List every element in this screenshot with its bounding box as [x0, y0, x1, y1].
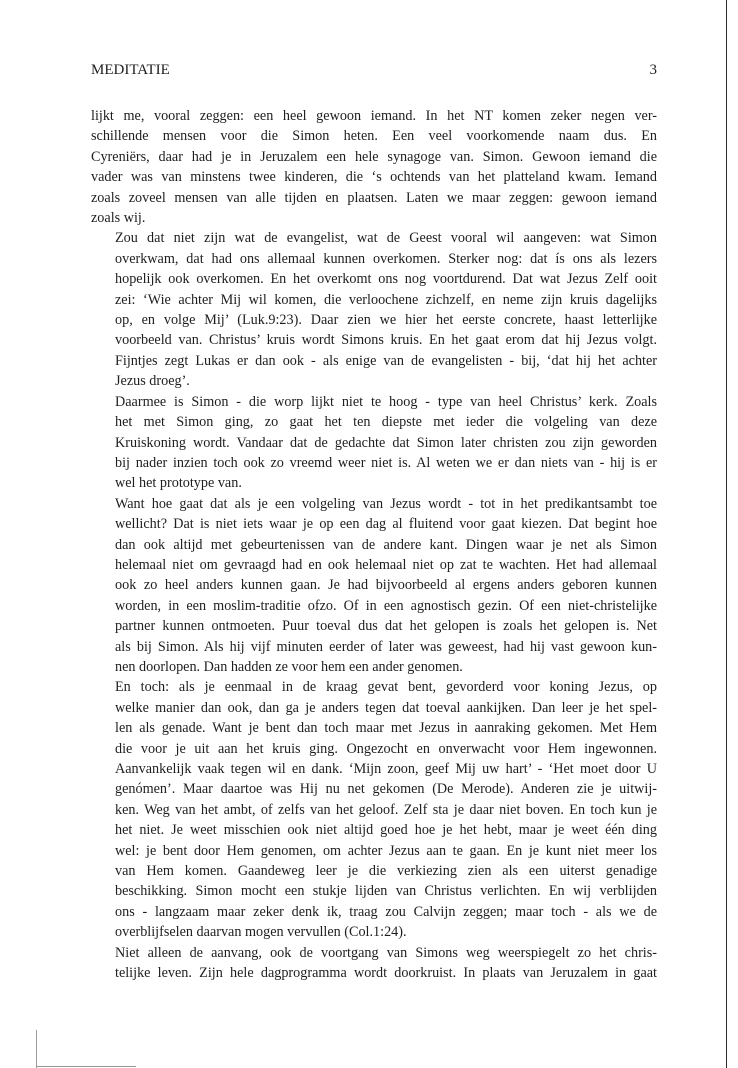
text-line: welke manier dan ook, dan ga je anders tegen dat toeval aankijken. Dan leer je het spel- [115, 699, 657, 716]
scan-edge-left [36, 1030, 37, 1068]
text-line: van Hem komen. Gaandeweg leer je die verkiezing zien als een uiterst genadige [115, 863, 657, 880]
paragraph-3 [91, 392, 657, 494]
text-line: Cyreniërs, daar had je in Jeruzalem een hele synagoge van. Simon. Gewoon iemand die [91, 148, 657, 165]
text-line: Kruiskoning wordt. Vandaar dat de gedachte dat Simon later christen zou zijn geworden [115, 434, 657, 451]
text-line: ook zo heel anders kunnen gaan. Je had bijvoorbeeld al ergens anders geboren kunnen [115, 577, 657, 594]
text-line: zoals zoveel mensen van alle tijden en plaatsen. Laten we maar zeggen: gewoon iemand [91, 189, 657, 206]
text-line: ons - langzaam maar zeker denk ik, traag zou Calvijn zeggen; maar toch - als we de [115, 903, 657, 920]
section-title: MEDITATIE [91, 62, 170, 78]
text-line: genómen’. Maar daartoe was Hij nu net gekomen (De Merode). Anderen zie je uitwij- [115, 781, 657, 798]
text-line: voorbeeld van. Christus’ kruis wordt Simons kruis. En het gaat erom dat hij Jezus volgt. [115, 332, 657, 349]
text-line: En toch: als je eenmaal in de kraag gevat bent, gevorderd voor koning Jezus, op [115, 679, 657, 696]
text-line: nen doorlopen. Dan hadden ze voor hem een ander genomen. [115, 658, 463, 675]
text-line: lijkt me, vooral zeggen: een heel gewoon iemand. In het NT komen zeker negen ver- [91, 108, 657, 124]
paragraph-1 [91, 106, 657, 228]
text-line: zei: ‘Wie achter Mij wil komen, die verloochene zichzelf, en neme zijn kruis dagelijks [115, 291, 657, 308]
text-line: op, en volge Mij’ (Luk.9:23). Daar zien we hier het eerste concrete, haast letterlijke [115, 312, 657, 329]
text-line: overkwam, dat had ons allemaal kunnen overkomen. Sterker nog: dat ís ons als lezers [115, 250, 657, 267]
paragraph-5 [91, 677, 657, 942]
text-line: Fijntjes zegt Lukas er dan ook - als enige van de evangelisten - bij, ‘dat hij het achter [115, 352, 657, 369]
text-line: zoals wij. [91, 210, 146, 227]
text-line: die voor je uit aan het kruis ging. Ongezocht en onverwacht voor Hem ingewonnen. [115, 740, 657, 757]
text-line: Daarmee is Simon - die worp lijkt niet te hoog - type van heel Christus’ kerk. Zoals [115, 393, 657, 410]
paragraph-6 [91, 943, 657, 984]
text-line: vader was van minstens twee kinderen, die ‘s ochtends van het platteland kwam. Iemand [91, 169, 657, 186]
text-line: het met Simon ging, zo gaat het ten diepste met ieder die volgeling van deze [115, 414, 657, 431]
running-head [91, 60, 657, 80]
text-line: Aanvankelijk vaak tegen wil en dank. ‘Mijn zoon, geef Mij uw hart’ - ‘Het moet door U [115, 761, 657, 777]
text-line: wel: je bent door Hem genomen, om achter Jezus aan te gaan. En je kunt niet meer los [115, 842, 657, 859]
text-line: partner kunnen ontmoeten. Puur toeval dus dat het gelopen is zoals het gelopen is. Net [115, 618, 657, 635]
paragraph-4 [91, 494, 657, 678]
scan-edge-bottom [36, 1066, 136, 1067]
text-line: helemaal niet om gevraagd had en ook helemaal niet op zat te wachten. Het had allemaal [115, 556, 657, 573]
text-line: Want hoe gaat dat als je een volgeling van Jezus wordt - tot in het predikantsambt toe [115, 495, 657, 512]
text-line: bij nader inzien toch ook zo vreemd weer niet is. Al weten we er dan niets van - hij is er [115, 454, 657, 471]
text-line: beschikking. Simon mocht een stukje lijden van Christus verlichten. En wij verblijden [115, 883, 657, 900]
text-line: het niet. Je weet misschien ook niet altijd goed hoe je het hebt, maar je weet één ding [115, 822, 657, 839]
text-line: telijke leven. Zijn hele dagprogramma wordt doorkruist. In plaats van Jeruzalem in gaat [115, 965, 657, 982]
text-line: hopelijk ook overkomen. En het overkomt ons nog voortdurend. Dat wat Jezus Zelf ooit [115, 271, 657, 288]
text-line: als bij Simon. Als hij vijf minuten eerder of later was geweest, had hij vast gewoon kun- [115, 638, 657, 655]
text-line: Niet alleen de aanvang, ook de voortgang van Simons weg weerspiegelt zo het chris- [115, 944, 657, 961]
page-number: 3 [649, 62, 657, 78]
body-text [91, 106, 657, 983]
text-line: schillende mensen voor die Simon heten. Een veel voorkomende naam dus. En [91, 128, 657, 145]
text-line: ken. Weg van het ambt, of zelfs van het geloof. Zelf sta je daar niet boven. En toch kun je [115, 801, 657, 818]
text-line: len als genade. Want je bent dan toch maar met Jezus in aanraking gekomen. Met Hem [115, 720, 657, 737]
text-line: Zou dat niet zijn wat de evangelist, wat de Geest vooral wil aangeven: wat Simon [115, 230, 657, 247]
text-line: overblijfselen daarvan mogen vervullen (Col.1:24). [115, 924, 407, 941]
text-line: dan ook altijd met gebeurtenissen van de andere kant. Dingen waar je net als Simon [115, 536, 657, 553]
text-line: wel het prototype van. [115, 475, 242, 492]
scan-edge-right [726, 0, 727, 1068]
text-line: wellicht? Dat is niet iets waar je op een dag al fluitend voor gaat kiezen. Dat begint hoe [115, 516, 657, 533]
text-line: Jezus droeg’. [115, 373, 190, 390]
text-line: worden, in een moslim-traditie ofzo. Of in een agnostisch gezin. Of een niet-christelijke [115, 597, 657, 614]
paragraph-2 [91, 228, 657, 391]
